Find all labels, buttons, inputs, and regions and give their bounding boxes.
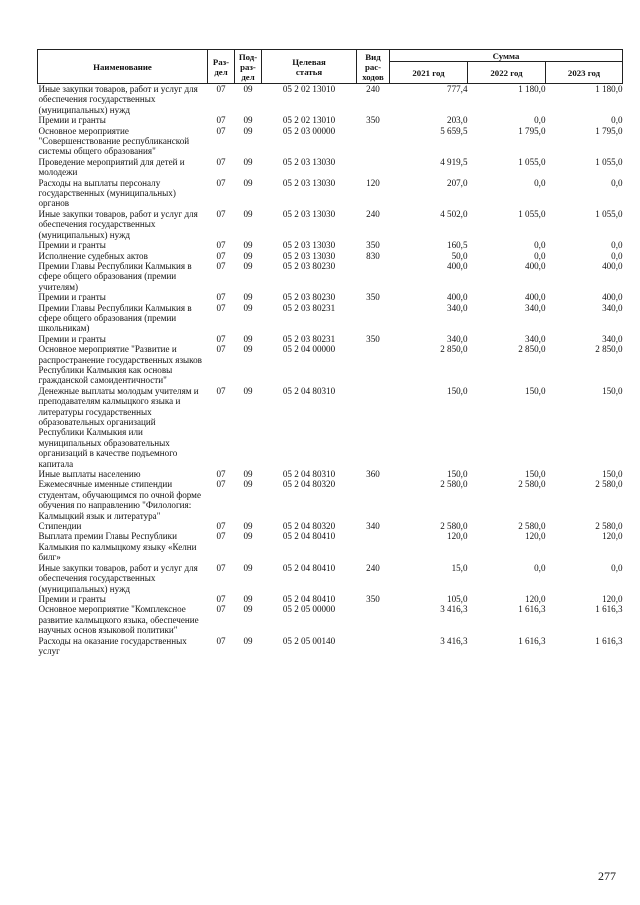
row-sum-2022: 1 616,3 (518, 604, 546, 615)
header-target-article: Целевая статья (262, 50, 357, 84)
row-name: Основное мероприятие "Комплексное развитие калмыцкого языка, обеспечение научных основ языковой политики" (38, 604, 199, 636)
row-sum-2022: 120,0 (525, 593, 546, 604)
row-sum-2023: 400,0 (602, 260, 623, 271)
row-target-article: 05 2 03 80230 (282, 292, 336, 303)
header-expense-type: Вид рас- ходов (357, 50, 390, 84)
row-target-article: 05 2 03 80231 (282, 302, 336, 313)
header-year-2021: 2021 год (390, 62, 468, 84)
row-name: Премии Главы Республики Калмыкия в сфере общего образования (премии школьникам) (38, 302, 192, 334)
row-name: Выплата премии Главы Республики Калмыкия по калмыцкому языку «Келни билг» (38, 531, 197, 563)
row-razdel: 07 (216, 593, 226, 604)
row-sum-2022: 1 180,0 (518, 84, 546, 94)
row-target-article: 05 2 02 13010 (282, 115, 336, 126)
table-row (38, 303, 623, 334)
row-sum-2021: 2 580,0 (440, 521, 468, 532)
table-row (38, 178, 623, 209)
row-sum-2023: 0,0 (611, 240, 623, 251)
row-razdel: 07 (216, 531, 226, 542)
row-expense-type: 120 (366, 177, 380, 188)
row-name: Проведение мероприятий для детей и молодежи (38, 156, 185, 178)
row-expense-type: 350 (366, 115, 380, 126)
row-name: Премии и гранты (38, 240, 106, 251)
row-razdel: 07 (216, 302, 226, 313)
row-razdel: 07 (216, 115, 226, 126)
row-sum-2023: 2 850,0 (595, 344, 623, 355)
row-expense-type (357, 261, 390, 292)
row-sum-2021: 4 919,5 (440, 156, 468, 167)
table-row (38, 240, 623, 250)
row-sum-2023: 1 180,0 (595, 84, 623, 94)
row-sum-2022: 0,0 (534, 562, 546, 573)
header-sum: Сумма (390, 50, 623, 62)
row-sum-2022: 1 795,0 (518, 125, 546, 136)
row-podrazdel: 09 (243, 593, 253, 604)
row-expense-type: 350 (366, 333, 380, 344)
row-expense-type (357, 157, 390, 178)
row-razdel: 07 (216, 250, 226, 261)
row-podrazdel: 09 (243, 479, 253, 490)
row-sum-2021: 120,0 (447, 531, 468, 542)
row-razdel: 07 (216, 292, 226, 303)
row-name: Иные закупки товаров, работ и услуг для обеспечения государственных (муниципальных) нужд (38, 84, 198, 115)
row-sum-2022: 400,0 (525, 260, 546, 271)
row-sum-2021: 400,0 (447, 260, 468, 271)
row-name: Премии Главы Республики Калмыкия в сфере общего образования (премии учителям) (38, 260, 192, 292)
row-expense-type (357, 126, 390, 157)
row-sum-2022: 0,0 (534, 177, 546, 188)
table-row (38, 209, 623, 240)
row-expense-type (357, 531, 390, 562)
row-target-article: 05 2 03 13030 (282, 177, 336, 188)
row-sum-2021: 3 416,3 (440, 604, 468, 615)
row-razdel: 07 (216, 125, 226, 136)
row-razdel: 07 (216, 479, 226, 490)
row-sum-2021: 15,0 (451, 562, 468, 573)
row-sum-2022: 0,0 (534, 115, 546, 126)
row-podrazdel: 09 (243, 260, 253, 271)
row-name: Премии и гранты (38, 115, 106, 126)
row-target-article: 05 2 03 80230 (282, 260, 336, 271)
row-podrazdel: 09 (243, 635, 253, 646)
budget-table-sheet (37, 49, 622, 656)
row-sum-2023: 1 795,0 (595, 125, 623, 136)
row-podrazdel: 09 (243, 115, 253, 126)
header-podrazdel: Под- раз- дел (235, 50, 262, 84)
table-row (38, 157, 623, 178)
row-name: Иные закупки товаров, работ и услуг для обеспечения государственных (муниципальных) нужд (38, 208, 198, 240)
row-expense-type: 360 (366, 469, 380, 480)
row-name: Ежемесячные именные стипендии студентам, обучающимся по очной форме обучения по направлению "Филология: Калмыцкий язык и литература" (38, 479, 201, 521)
row-sum-2021: 2 580,0 (440, 479, 468, 490)
row-podrazdel: 09 (243, 177, 253, 188)
row-expense-type (357, 636, 390, 657)
table-row (38, 344, 623, 386)
row-sum-2023: 1 055,0 (595, 208, 623, 219)
row-name: Основное мероприятие "Развитие и распространение государственных языков Республики Калмыкия как основы гражданской самоидентичности" (38, 344, 202, 386)
row-name: Расходы на оказание государственных услуг (38, 635, 187, 656)
row-sum-2021: 207,0 (447, 177, 468, 188)
row-sum-2022: 2 580,0 (518, 479, 546, 490)
row-podrazdel: 09 (243, 125, 253, 136)
row-expense-type: 340 (366, 521, 380, 532)
table-body (38, 84, 623, 657)
table-row (38, 563, 623, 594)
header-razdel: Раз- дел (208, 50, 235, 84)
row-sum-2021: 5 659,5 (440, 125, 468, 136)
row-target-article: 05 2 03 13030 (282, 208, 336, 219)
row-sum-2023: 400,0 (602, 292, 623, 303)
row-sum-2021: 4 502,0 (440, 208, 468, 219)
row-podrazdel: 09 (243, 344, 253, 355)
row-expense-type: 350 (366, 593, 380, 604)
row-sum-2021: 2 850,0 (440, 344, 468, 355)
row-sum-2021: 3 416,3 (440, 635, 468, 646)
row-sum-2023: 150,0 (602, 469, 623, 480)
row-podrazdel: 09 (243, 333, 253, 344)
row-target-article: 05 2 03 80231 (282, 333, 336, 344)
row-name: Денежные выплаты молодым учителям и преподавателям калмыцкого языка и литературы государственных образовательных организаций Республики Калмыкия или муниципальных образовательных организаций в качестве подъемного капитала (38, 385, 199, 469)
table-row (38, 604, 623, 635)
row-expense-type (357, 303, 390, 334)
row-podrazdel: 09 (243, 469, 253, 480)
table-row (38, 531, 623, 562)
row-sum-2022: 0,0 (534, 250, 546, 261)
budget-table (37, 49, 623, 656)
row-expense-type (357, 344, 390, 386)
row-expense-type: 240 (366, 562, 380, 573)
row-sum-2021: 160,5 (447, 240, 468, 251)
row-sum-2023: 340,0 (602, 302, 623, 313)
row-sum-2022: 340,0 (525, 333, 546, 344)
table-row (38, 521, 623, 531)
row-sum-2022: 120,0 (525, 531, 546, 542)
row-sum-2022: 150,0 (525, 469, 546, 480)
row-sum-2021: 50,0 (451, 250, 468, 261)
row-expense-type: 350 (366, 292, 380, 303)
row-sum-2022: 2 850,0 (518, 344, 546, 355)
row-expense-type: 350 (366, 240, 380, 251)
row-target-article: 05 2 04 80320 (282, 521, 336, 532)
row-target-article: 05 2 03 13030 (282, 250, 336, 261)
row-expense-type: 240 (366, 208, 380, 219)
row-podrazdel: 09 (243, 302, 253, 313)
table-row (38, 261, 623, 292)
row-name: Иные закупки товаров, работ и услуг для обеспечения государственных (муниципальных) нужд (38, 562, 198, 594)
row-name: Премии и гранты (38, 333, 106, 344)
table-row (38, 251, 623, 261)
row-sum-2022: 1 055,0 (518, 156, 546, 167)
row-target-article: 05 2 03 13030 (282, 156, 336, 167)
row-sum-2021: 150,0 (447, 469, 468, 480)
row-sum-2022: 400,0 (525, 292, 546, 303)
row-sum-2023: 2 580,0 (595, 521, 623, 532)
row-expense-type (357, 479, 390, 521)
row-sum-2021: 105,0 (447, 593, 468, 604)
row-target-article: 05 2 04 80310 (282, 469, 336, 480)
row-target-article: 05 2 04 80410 (282, 593, 336, 604)
table-row (38, 115, 623, 125)
row-sum-2021: 340,0 (447, 333, 468, 344)
row-sum-2023: 1 616,3 (595, 635, 623, 646)
header-name: Наименование (38, 50, 208, 84)
table-row (38, 469, 623, 479)
row-target-article: 05 2 04 00000 (282, 344, 336, 355)
row-razdel: 07 (216, 344, 226, 355)
row-sum-2023: 120,0 (602, 593, 623, 604)
row-sum-2023: 2 580,0 (595, 479, 623, 490)
row-podrazdel: 09 (243, 531, 253, 542)
row-podrazdel: 09 (243, 156, 253, 167)
row-sum-2021: 203,0 (447, 115, 468, 126)
row-sum-2021: 777,4 (447, 84, 468, 94)
header-year-2023: 2023 год (546, 62, 623, 84)
row-sum-2022: 1 616,3 (518, 635, 546, 646)
row-target-article: 05 2 03 13030 (282, 240, 336, 251)
row-sum-2022: 340,0 (525, 302, 546, 313)
table-row (38, 636, 623, 657)
row-sum-2023: 1 055,0 (595, 156, 623, 167)
row-sum-2023: 120,0 (602, 531, 623, 542)
row-name: Расходы на выплаты персоналу государственных (муниципальных) органов (38, 177, 176, 209)
row-name: Премии и гранты (38, 292, 106, 303)
row-podrazdel: 09 (243, 84, 253, 94)
row-sum-2021: 400,0 (447, 292, 468, 303)
row-sum-2023: 0,0 (611, 250, 623, 261)
header-year-2022: 2022 год (468, 62, 546, 84)
row-razdel: 07 (216, 562, 226, 573)
row-podrazdel: 09 (243, 292, 253, 303)
table-row (38, 334, 623, 344)
row-razdel: 07 (216, 635, 226, 646)
row-sum-2022: 0,0 (534, 240, 546, 251)
row-razdel: 07 (216, 260, 226, 271)
row-sum-2022: 2 580,0 (518, 521, 546, 532)
table-row (38, 84, 623, 116)
row-podrazdel: 09 (243, 562, 253, 573)
row-podrazdel: 09 (243, 385, 253, 396)
row-name: Основное мероприятие "Совершенствование республиканской системы общего образования" (38, 125, 190, 157)
row-expense-type (357, 604, 390, 635)
row-sum-2023: 150,0 (602, 385, 623, 396)
row-sum-2021: 150,0 (447, 385, 468, 396)
row-razdel: 07 (216, 156, 226, 167)
row-podrazdel: 09 (243, 604, 253, 615)
row-razdel: 07 (216, 177, 226, 188)
row-podrazdel: 09 (243, 240, 253, 251)
table-header (38, 50, 623, 84)
row-sum-2023: 1 616,3 (595, 604, 623, 615)
row-target-article: 05 2 02 13010 (282, 84, 336, 94)
row-razdel: 07 (216, 84, 226, 94)
row-razdel: 07 (216, 208, 226, 219)
table-row (38, 386, 623, 469)
row-razdel: 07 (216, 240, 226, 251)
row-razdel: 07 (216, 385, 226, 396)
page-number: 277 (598, 869, 616, 883)
table-row (38, 594, 623, 604)
row-sum-2021: 340,0 (447, 302, 468, 313)
row-sum-2023: 340,0 (602, 333, 623, 344)
row-razdel: 07 (216, 333, 226, 344)
row-sum-2022: 1 055,0 (518, 208, 546, 219)
row-target-article: 05 2 04 80410 (282, 531, 336, 542)
row-sum-2022: 150,0 (525, 385, 546, 396)
row-podrazdel: 09 (243, 250, 253, 261)
row-razdel: 07 (216, 521, 226, 532)
row-expense-type: 830 (366, 250, 380, 261)
row-podrazdel: 09 (243, 208, 253, 219)
table-row (38, 126, 623, 157)
row-sum-2023: 0,0 (611, 562, 623, 573)
row-sum-2023: 0,0 (611, 115, 623, 126)
row-name: Премии и гранты (38, 593, 106, 604)
row-target-article: 05 2 04 80310 (282, 385, 336, 396)
row-name: Исполнение судебных актов (38, 250, 148, 261)
row-name: Стипендии (38, 521, 82, 532)
row-podrazdel: 09 (243, 521, 253, 532)
row-target-article: 05 2 05 00140 (282, 635, 336, 646)
row-target-article: 05 2 03 00000 (282, 125, 336, 136)
row-name: Иные выплаты населению (38, 469, 141, 480)
row-target-article: 05 2 04 80320 (282, 479, 336, 490)
row-sum-2023: 0,0 (611, 177, 623, 188)
row-expense-type: 240 (366, 84, 380, 94)
table-row (38, 292, 623, 302)
row-target-article: 05 2 05 00000 (282, 604, 336, 615)
row-expense-type (357, 386, 390, 469)
row-razdel: 07 (216, 604, 226, 615)
row-target-article: 05 2 04 80410 (282, 562, 336, 573)
table-row (38, 479, 623, 521)
row-razdel: 07 (216, 469, 226, 480)
